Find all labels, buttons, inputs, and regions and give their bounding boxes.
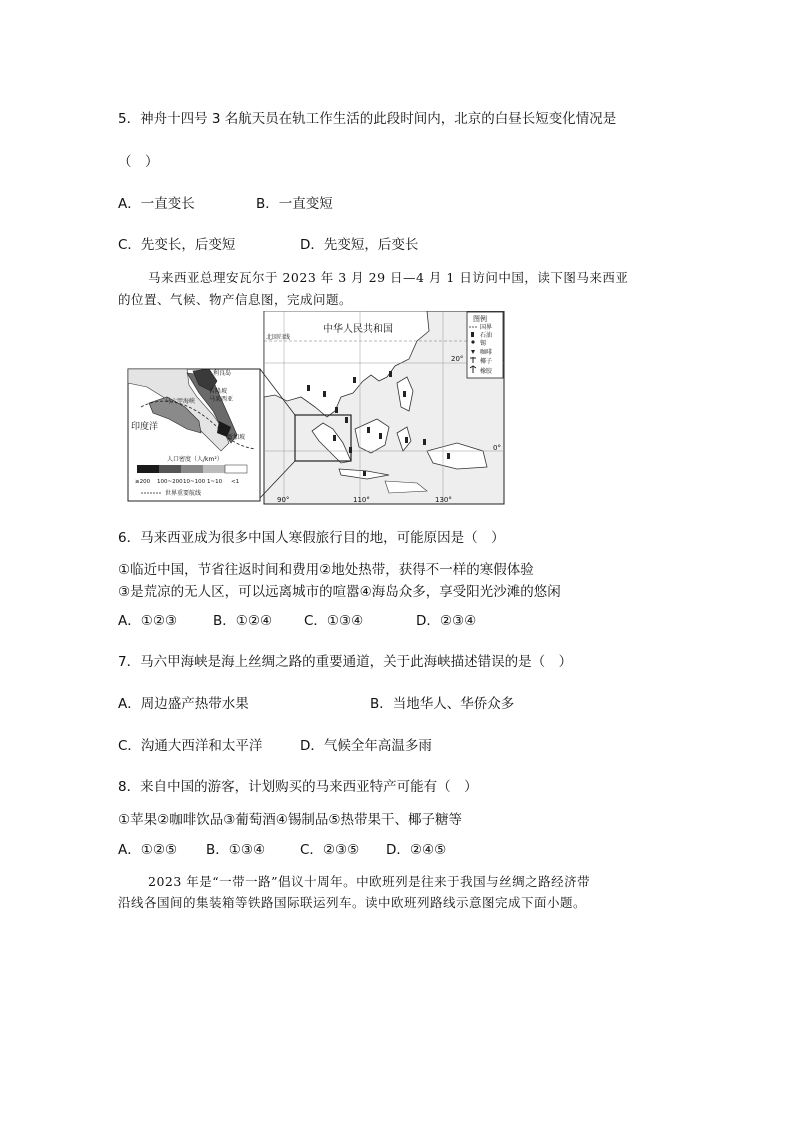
malaysia-map-figure [127,311,505,506]
q5-option-c: C．先变长，后变短 [118,237,236,253]
q6-statement-2: ③是荒凉的无人区，可以远离城市的喧嚣④海岛众多，享受阳光沙滩的悠闲 [118,584,561,600]
legend-oil-symbol [471,332,474,337]
legend-item-border: 国界 [480,324,493,331]
q7-stem: 7．马六甲海峡是海上丝绸之路的重要通道，关于此海峡描述错误的是（ ） [118,654,573,670]
q8-option-c: C．②③⑤ [300,842,360,858]
intro2-line1: 2023 年是“一带一路”倡议十周年。中欧班列是往来于我国与丝绸之路经济带 [148,874,591,889]
density-class-4-label: 1~10 [207,479,223,485]
q7-option-b: B．当地华人、华侨众多 [370,696,515,712]
malaysia-map-svg [127,311,505,506]
density-class-3-swatch [181,465,203,473]
route-legend-label: 世界重要航线 [165,490,202,497]
inset-label-strait: 马六甲海峡 [165,398,196,405]
lon-label-90: 90° [277,496,290,504]
lat-label-20: 20° [451,355,464,363]
q6-option-d: D．②③④ [416,613,477,629]
q8-statement: ①苹果②咖啡饮品③葡萄酒④锡制品⑤热带果干、椰子糖等 [118,812,463,828]
density-class-2-swatch [159,465,181,473]
lon-label-110: 110° [353,496,370,504]
legend-title: 图例 [473,315,487,323]
q8-option-a: A．①②⑤ [118,842,178,858]
density-legend-title: 人口密度（人/km²） [167,456,223,463]
q7-option-d: D．气候全年高温多雨 [300,738,432,754]
density-class-1-swatch [137,465,159,473]
tropic-label: 北回归线 [266,334,291,341]
inset-label-island: 利良岛 [213,370,232,377]
intro1-line2: 的位置、气候、物产信息图，完成问题。 [118,292,353,307]
density-class-5-label: <1 [231,479,240,485]
q5-bracket: （ ） [118,154,159,170]
q5-stem: 5．神舟十四号 3 名航天员在轨工作生活的此段时间内，北京的白昼长短变化情况是 [118,111,617,127]
density-class-2-label: 100~200 [157,479,183,485]
density-class-3-label: 10~100 [183,479,206,485]
inset-label-singapore: 新加坡 [227,434,246,441]
q7-option-c: C．沟通大西洋和太平洋 [118,738,263,754]
q8-stem: 8．来自中国的游客，计划购买的马来西亚特产可能有（ ） [118,779,478,795]
q8-option-d: D．②④⑤ [386,842,447,858]
legend-item-coffee: 咖啡 [480,349,493,356]
legend-item-rubber: 橡胶 [480,368,493,375]
inset-label-kl: 吉隆坡 [209,388,228,395]
legend-item-oil: 石油 [480,332,493,339]
q6-option-a: A．①②③ [118,613,178,629]
q6-option-b: B．①②④ [213,613,273,629]
intro1-line1: 马来西亚总理安瓦尔于 2023 年 3 月 29 日—4 月 1 日访问中国，读下图马来西亚 [148,270,629,285]
q5-option-a: A．一直变长 [118,196,195,212]
density-class-4-swatch [203,465,225,473]
density-class-1-label: ≥200 [135,479,151,485]
lon-label-130: 130° [435,496,452,504]
q5-option-b: B．一直变短 [256,196,333,212]
main-map-country-label: 中华人民共和国 [323,324,393,335]
q5-option-d: D．先变短，后变长 [300,237,419,253]
q8-option-b: B．①③④ [206,842,266,858]
inset-label-malaysia: 马来西亚 [209,396,234,403]
legend-tin-symbol [471,340,474,343]
intro2-line2: 沿线各国间的集装箱等铁路国际联运列车。读中欧班列路线示意图完成下面小题。 [118,895,587,910]
legend-item-tin: 锡 [480,340,487,347]
density-class-5-swatch [225,465,247,473]
q7-option-a: A．周边盛产热带水果 [118,696,249,712]
q6-stem: 6．马来西亚成为很多中国人寒假旅行目的地，可能原因是（ ） [118,530,505,546]
q6-statement-1: ①临近中国，节省往返时间和费用②地处热带，获得不一样的寒假体验 [118,562,534,578]
inset-label-indian-ocean: 印度洋 [131,422,159,432]
lat-label-0: 0° [493,444,501,452]
legend-item-coconut: 椰子 [480,358,493,365]
q6-option-c: C．①③④ [304,613,364,629]
